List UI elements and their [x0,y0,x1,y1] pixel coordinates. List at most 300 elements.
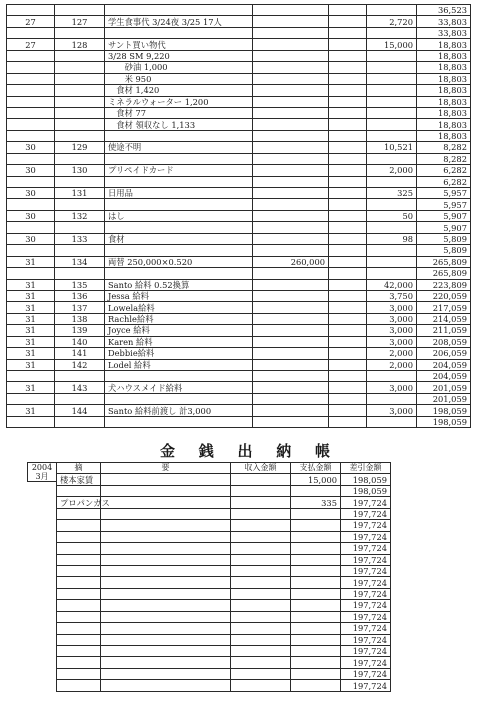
entry-no-cell [55,222,105,233]
subtotal-cell [253,16,329,27]
income-cell [329,16,367,27]
income-cell [231,577,291,588]
entry-no-cell: 139 [55,325,105,336]
balance-cell: 197,724 [341,497,391,508]
expense-cell: 3,000 [367,313,417,324]
balance-cell: 197,724 [341,646,391,657]
expense-cell [291,634,341,645]
subtotal-cell [253,313,329,324]
ledger-header-row [57,463,441,474]
table-row [7,405,471,416]
table-row [7,96,471,107]
table-row [57,543,441,554]
description-cell [105,5,253,16]
description-cell [105,130,253,141]
subtotal-cell [253,27,329,38]
table-row [7,245,471,256]
description-extra-cell [101,646,231,657]
balance-cell: 208,059 [417,336,471,347]
subtotal-cell [253,233,329,244]
subtotal-cell [253,222,329,233]
expense-cell: 3,000 [367,325,417,336]
table-row [57,508,441,519]
balance-cell: 6,282 [417,176,471,187]
expense-cell: 2,000 [367,348,417,359]
expense-cell: 325 [367,188,417,199]
description-cell [57,520,101,531]
description-extra-cell [101,554,231,565]
income-cell [329,73,367,84]
table-row [57,623,441,634]
year-month-cell [27,462,56,482]
table-row [7,142,471,153]
entry-no-cell [55,119,105,130]
income-cell [329,279,367,290]
expense-cell [367,199,417,210]
income-cell [231,588,291,599]
description-cell: 食材 77 [105,107,253,118]
header-balance: 差引金額 [341,463,391,474]
expense-cell [291,520,341,531]
income-cell [329,188,367,199]
title-char: 金 [160,442,176,460]
expense-cell: 3,000 [367,302,417,313]
income-cell [329,393,367,404]
day-cell: 30 [7,210,55,221]
title-char: 銭 [198,442,214,460]
description-extra-cell [101,611,231,622]
balance-cell: 197,724 [341,565,391,576]
table-row [7,73,471,84]
subtotal-cell [253,176,329,187]
balance-cell: 33,803 [417,16,471,27]
day-cell: 31 [7,336,55,347]
entry-no-cell: 138 [55,313,105,324]
expense-cell: 2,720 [367,16,417,27]
entry-no-cell [55,153,105,164]
expense-cell: 15,000 [367,39,417,50]
income-cell [329,165,367,176]
description-cell: サント買い物代 [105,39,253,50]
expense-cell: 3,000 [367,336,417,347]
balance-cell: 18,803 [417,119,471,130]
subtotal-cell [253,348,329,359]
day-cell [7,222,55,233]
description-cell [105,393,253,404]
day-cell: 31 [7,348,55,359]
table-row [57,554,441,565]
table-row [7,85,471,96]
subtotal-cell [253,62,329,73]
balance-cell: 8,282 [417,153,471,164]
ledger-top-body [7,5,471,428]
subtotal-cell [253,142,329,153]
income-cell [231,600,291,611]
expense-cell [291,554,341,565]
expense-cell [291,531,341,542]
expense-cell [291,680,341,691]
table-row [7,336,471,347]
table-row [7,268,471,279]
entry-no-cell: 127 [55,16,105,27]
description-cell [57,508,101,519]
ledger-bottom-body [57,463,441,692]
balance-cell: 197,724 [341,508,391,519]
description-cell [105,371,253,382]
description-cell: プリペイドカード [105,165,253,176]
expense-cell [367,119,417,130]
description-cell: 3/28 SM 9,220 [105,50,253,61]
day-cell [7,27,55,38]
description-cell [105,153,253,164]
expense-cell [367,256,417,267]
table-row [7,302,471,313]
income-cell [329,39,367,50]
day-cell [7,73,55,84]
header-desc: 摘 [57,463,101,474]
table-row [57,588,441,599]
balance-cell: 5,809 [417,245,471,256]
expense-cell [367,130,417,141]
description-cell: Rachle給料 [105,313,253,324]
balance-cell: 201,059 [417,382,471,393]
table-row [57,485,441,496]
expense-cell [291,657,341,668]
table-row [7,199,471,210]
income-cell [329,325,367,336]
description-extra-cell [101,634,231,645]
entry-no-cell: 135 [55,279,105,290]
header-income: 収入金額 [231,463,291,474]
subtotal-cell [253,359,329,370]
entry-no-cell: 130 [55,165,105,176]
table-row [7,176,471,187]
income-cell [329,313,367,324]
subtotal-cell [253,290,329,301]
income-cell [329,119,367,130]
day-cell [7,393,55,404]
description-cell [57,646,101,657]
table-row [7,290,471,301]
description-cell: はし [105,210,253,221]
description-cell: Santo 給料 0.52換算 [105,279,253,290]
expense-cell [367,245,417,256]
expense-cell: 2,000 [367,359,417,370]
description-extra-cell [101,657,231,668]
subtotal-cell [253,39,329,50]
expense-cell: 335 [291,497,341,508]
subtotal-cell: 260,000 [253,256,329,267]
income-cell [329,222,367,233]
expense-cell [291,485,341,496]
description-cell: ミネラルウォーター 1,200 [105,96,253,107]
day-cell: 27 [7,39,55,50]
entry-no-cell [55,245,105,256]
subtotal-cell [253,73,329,84]
description-cell: 食材 領収なし 1,133 [105,119,253,130]
entry-no-cell: 137 [55,302,105,313]
income-cell [329,62,367,73]
description-cell [57,543,101,554]
description-cell: 犬ハウスメイド給料 [105,382,253,393]
description-extra-cell [101,680,231,691]
table-row [7,233,471,244]
day-cell [7,199,55,210]
expense-cell [367,153,417,164]
description-cell [57,600,101,611]
description-cell [57,565,101,576]
title-char: 納 [276,442,292,460]
balance-cell: 197,724 [341,520,391,531]
income-cell [231,623,291,634]
day-cell [7,176,55,187]
description-cell [57,634,101,645]
expense-cell: 98 [367,233,417,244]
table-row [57,634,441,645]
subtotal-cell [253,279,329,290]
entry-no-cell [55,62,105,73]
balance-cell: 197,724 [341,531,391,542]
day-cell [7,416,55,427]
header-expense: 支払金額 [291,463,341,474]
day-cell: 30 [7,165,55,176]
ledger-table-bottom [56,462,441,692]
expense-cell [367,416,417,427]
description-extra-cell [101,565,231,576]
income-cell [329,405,367,416]
income-cell [231,474,291,485]
description-cell: 食材 [105,233,253,244]
expense-cell: 10,521 [367,142,417,153]
expense-cell [291,623,341,634]
description-cell [57,657,101,668]
entry-no-cell [55,393,105,404]
description-cell [105,416,253,427]
description-cell: 砂油 1,000 [105,62,253,73]
entry-no-cell [55,416,105,427]
description-cell: Debbie給料 [105,348,253,359]
description-cell: Santo 給料前渡し 計3,000 [105,405,253,416]
income-cell [329,268,367,279]
balance-cell: 197,724 [341,634,391,645]
table-row [7,416,471,427]
description-cell: 使途不明 [105,142,253,153]
description-cell [57,623,101,634]
entry-no-cell [55,27,105,38]
income-cell [329,245,367,256]
balance-cell: 220,059 [417,290,471,301]
income-cell [329,359,367,370]
income-cell [329,153,367,164]
income-cell [329,107,367,118]
table-row [57,565,441,576]
day-cell: 30 [7,188,55,199]
balance-cell: 36,523 [417,5,471,16]
balance-cell: 18,803 [417,39,471,50]
income-cell [231,646,291,657]
income-cell [231,520,291,531]
description-cell [57,577,101,588]
description-cell: 日用品 [105,188,253,199]
table-row [7,371,471,382]
entry-no-cell [55,5,105,16]
balance-cell: 18,803 [417,107,471,118]
balance-cell: 33,803 [417,27,471,38]
subtotal-cell [253,153,329,164]
table-row [7,188,471,199]
day-cell [7,5,55,16]
expense-cell [291,611,341,622]
balance-cell: 204,059 [417,359,471,370]
entry-no-cell [55,73,105,84]
expense-cell: 15,000 [291,474,341,485]
table-row [57,611,441,622]
subtotal-cell [253,50,329,61]
day-cell: 31 [7,279,55,290]
table-row [7,325,471,336]
table-row [7,39,471,50]
subtotal-cell [253,416,329,427]
income-cell [329,96,367,107]
day-cell: 31 [7,302,55,313]
balance-cell: 198,059 [341,474,391,485]
description-cell [57,611,101,622]
entry-no-cell: 141 [55,348,105,359]
income-cell [231,611,291,622]
description-extra-cell [101,497,231,508]
subtotal-cell [253,5,329,16]
entry-no-cell: 142 [55,359,105,370]
expense-cell [291,600,341,611]
balance-cell: 18,803 [417,62,471,73]
description-extra-cell [101,588,231,599]
income-cell [329,176,367,187]
table-row [7,210,471,221]
entry-no-cell [55,85,105,96]
subtotal-cell [253,336,329,347]
table-row [7,382,471,393]
subtotal-cell [253,382,329,393]
income-cell [329,233,367,244]
expense-cell [367,393,417,404]
income-cell [231,543,291,554]
expense-cell [367,85,417,96]
description-cell: Lowela給料 [105,302,253,313]
balance-cell: 214,059 [417,313,471,324]
balance-cell: 197,724 [341,611,391,622]
entry-no-cell: 133 [55,233,105,244]
expense-cell: 2,000 [367,165,417,176]
balance-cell: 204,059 [417,371,471,382]
description-cell [105,268,253,279]
day-cell [7,50,55,61]
entry-no-cell [55,50,105,61]
table-row [7,279,471,290]
balance-cell: 18,803 [417,130,471,141]
income-cell [231,485,291,496]
balance-cell: 5,809 [417,233,471,244]
entry-no-cell [55,199,105,210]
income-cell [231,680,291,691]
table-row [7,27,471,38]
description-extra-cell [101,485,231,496]
balance-cell: 18,803 [417,96,471,107]
expense-cell [367,371,417,382]
balance-cell: 223,809 [417,279,471,290]
day-cell: 31 [7,405,55,416]
table-row [7,153,471,164]
income-cell [329,348,367,359]
balance-cell: 5,907 [417,222,471,233]
description-cell: Jessa 給料 [105,290,253,301]
income-cell [329,302,367,313]
table-row [7,313,471,324]
balance-cell: 265,809 [417,268,471,279]
description-extra-cell [101,668,231,679]
table-row [7,222,471,233]
header-month: 3月 [35,472,49,481]
balance-cell: 5,907 [417,210,471,221]
expense-cell [367,222,417,233]
balance-cell: 197,724 [341,577,391,588]
description-extra-cell [101,577,231,588]
day-cell [7,130,55,141]
day-cell [7,119,55,130]
subtotal-cell [253,107,329,118]
expense-cell [367,27,417,38]
day-cell [7,245,55,256]
expense-cell: 42,000 [367,279,417,290]
day-cell: 31 [7,325,55,336]
day-cell [7,96,55,107]
subtotal-cell [253,302,329,313]
balance-cell: 197,724 [341,680,391,691]
subtotal-cell [253,405,329,416]
expense-cell: 3,750 [367,290,417,301]
description-cell: Lodel 給料 [105,359,253,370]
table-row [57,646,441,657]
balance-cell: 18,803 [417,85,471,96]
income-cell [329,371,367,382]
expense-cell: 50 [367,210,417,221]
balance-cell: 265,809 [417,256,471,267]
expense-cell [367,176,417,187]
expense-cell [367,96,417,107]
description-cell: 楼本家賃 [57,474,101,485]
table-row [57,657,441,668]
income-cell [329,210,367,221]
balance-cell: 197,724 [341,543,391,554]
expense-cell [367,5,417,16]
income-cell [329,382,367,393]
description-cell [105,222,253,233]
balance-cell: 197,724 [341,668,391,679]
table-row [7,119,471,130]
expense-cell [367,107,417,118]
income-cell [231,554,291,565]
table-row [57,668,441,679]
balance-cell: 211,059 [417,325,471,336]
income-cell [231,565,291,576]
day-cell [7,371,55,382]
day-cell [7,62,55,73]
entry-no-cell: 129 [55,142,105,153]
day-cell: 30 [7,142,55,153]
balance-cell: 18,803 [417,73,471,84]
subtotal-cell [253,119,329,130]
balance-cell: 198,059 [341,485,391,496]
table-row [7,359,471,370]
